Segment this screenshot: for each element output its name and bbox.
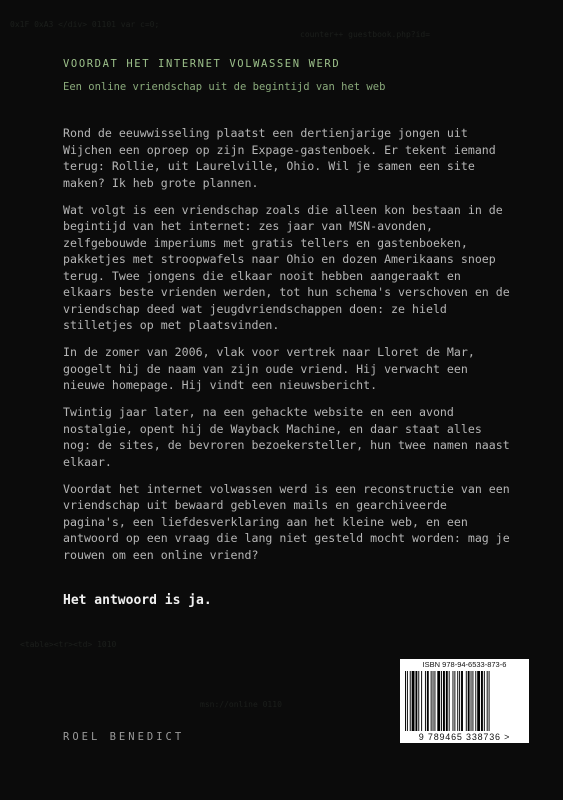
- closing-line: Het antwoord is ja.: [63, 593, 212, 608]
- cover-subtitle: Een online vriendschap uit de begintijd van het web: [63, 81, 386, 93]
- barcode-bars: [403, 671, 526, 731]
- author-name: ROEL BENEDICT: [63, 731, 185, 743]
- blurb: [63, 125, 515, 574]
- blurb-paragraph: Rond de eeuwwisseling plaatst een dertienjarige jongen uit Wijchen een oproep op zijn Expage-gastenboek. Er tekent iemand terug: Rollie, uit Laurelville, Ohio. Wil je samen een site maken? Ik heb grote plannen.: [63, 126, 496, 190]
- blurb-paragraph: Voordat het internet volwassen werd is een reconstructie van een vriendschap uit bewaard gebleven mails en gearchiveerde pagina's, een liefdesverklaring aan het kleine web, en een antwoord op een vraag die lang niet gesteld mocht worden: mag je rouwen om een online vriend?: [63, 481, 510, 562]
- isbn-label: ISBN 978-94-6533-873-6: [422, 660, 507, 669]
- blurb-paragraph: Wat volgt is een vriendschap zoals die alleen kon bestaan in de begintijd van het internet: zes jaar van MSN-avonden, zelfgebouwde imperiums met gratis tellers en gastenboeken, pakketjes met stroopwafels naar Ohio en dozen Amerikaans snoep terug. Twee jongens die elkaar nooit hebben aangeraakt en elkaars beste vrienden werden, tot hun schema's verschoven en de vriendschap deed wat jeugdvriendschappen doen: ze hield stilletjes op met plaatsvinden.: [63, 202, 510, 332]
- background-code-texture: <table><tr><td> 1010: [20, 640, 117, 649]
- blurb-paragraph: In de zomer van 2006, vlak voor vertrek naar Lloret de Mar, googelt hij de naam van zijn oude vriend. Hij verwacht een nieuwe homepage. Hij vindt een nieuwsbericht.: [63, 345, 475, 392]
- cover-title: VOORDAT HET INTERNET VOLWASSEN WERD: [63, 58, 341, 70]
- blurb-paragraph: Twintig jaar later, na een gehackte website en een avond nostalgie, opent hij de Wayback Machine, en daar staat alles nog: de sites, de bevroren bezoekersteller, hun twee namen naast elkaar.: [63, 405, 510, 469]
- background-code-texture: msn://online 0110: [200, 700, 282, 709]
- background-code-texture: counter++ guestbook.php?id=: [300, 30, 431, 39]
- background-code-texture: 0x1F 0xA3 </div> 01101 var c=0;: [10, 20, 160, 29]
- isbn-digits: 9 789465 338736 >: [418, 732, 511, 742]
- isbn-barcode: [400, 659, 529, 743]
